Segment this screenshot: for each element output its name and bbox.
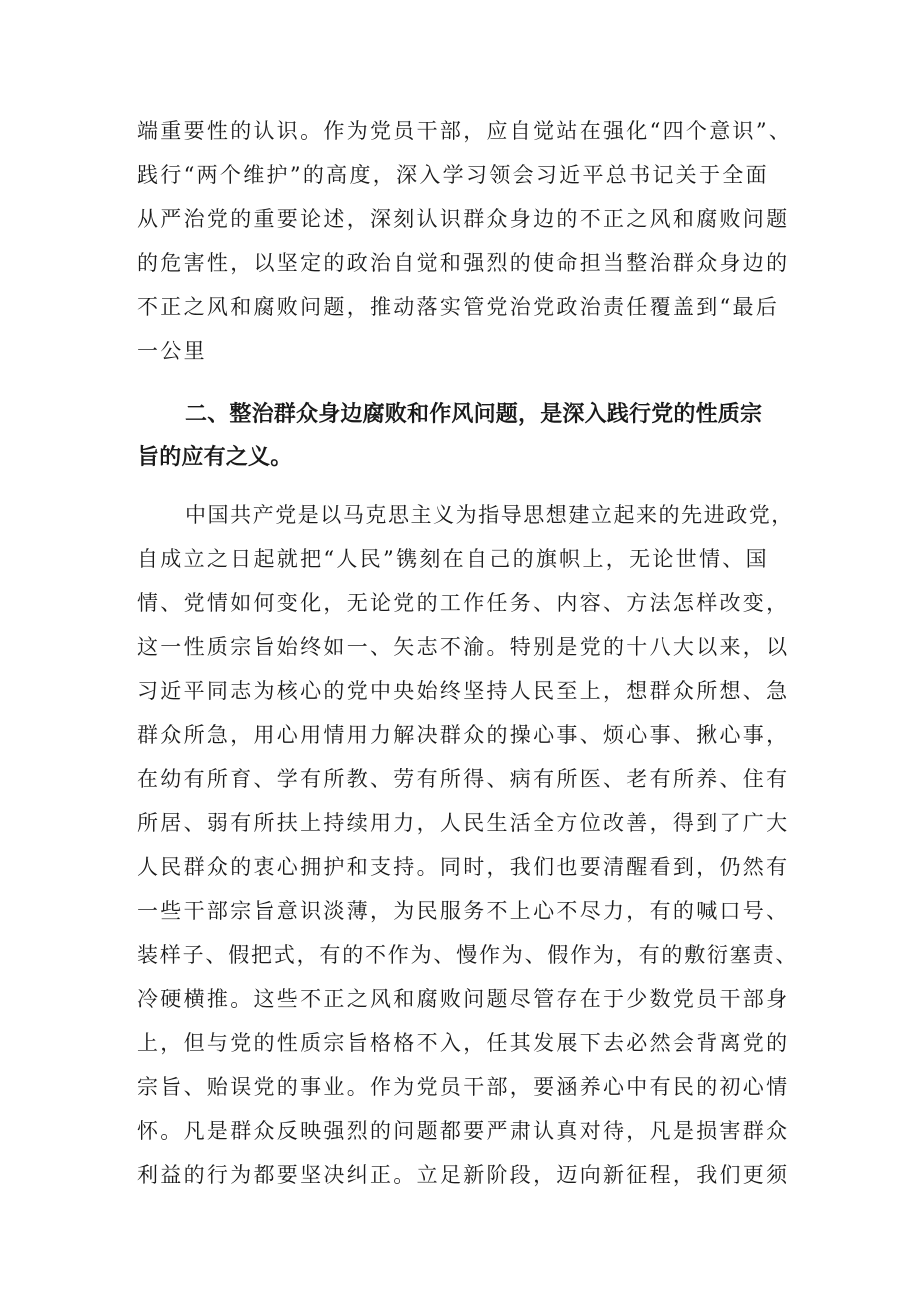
text-line: 习近平同志为核心的党中央始终坚持人民至上，想群众所想、急 [137, 679, 790, 703]
text-line: 端重要性的认识。作为党员干部，应自觉站在强化“四个意识”、 [137, 119, 793, 143]
text-line: 不正之风和腐败问题，推动落实管党治党政治责任覆盖到“最后 [137, 295, 780, 319]
text-line: 这一性质宗旨始终如一、矢志不渝。特别是党的十八大以来，以 [137, 635, 790, 659]
text-line: 一公里 [137, 339, 207, 363]
text-line: 群众所急，用心用情用力解决群众的操心事、烦心事、揪心事， [137, 723, 790, 747]
text-line: 上，但与党的性质宗旨格格不入，任其发展下去必然会背离党的 [137, 1031, 790, 1055]
text-line: 利益的行为都要坚决纠正。立足新阶段，迈向新征程，我们更须 [137, 1163, 790, 1187]
text-line: 从严治党的重要论述，深刻认识群众身边的不正之风和腐败问题 [137, 207, 790, 231]
text-line: 冷硬横推。这些不正之风和腐败问题尽管存在于少数党员干部身 [137, 987, 790, 1011]
text-line: 一些干部宗旨意识淡薄，为民服务不上心不尽力，有的喊口号、 [137, 899, 790, 923]
text-line: 的危害性，以坚定的政治自觉和强烈的使命担当整治群众身边的 [137, 251, 790, 275]
text-line: 践行“两个维护”的高度，深入学习领会习近平总书记关于全面 [137, 163, 769, 187]
text-line: 装样子、假把式，有的不作为、慢作为、假作为，有的敷衍塞责、 [137, 943, 799, 967]
text-line: 所居、弱有所扶上持续用力，人民生活全方位改善，得到了广大 [137, 811, 790, 835]
text-line: 宗旨、贻误党的事业。作为党员干部，要涵养心中有民的初心情 [137, 1075, 790, 1099]
text-line: 中国共产党是以马克思主义为指导思想建立起来的先进政党， [185, 503, 794, 527]
text-line: 人民群众的衷心拥护和支持。同时，我们也要清醒看到，仍然有 [137, 855, 790, 879]
text-line: 自成立之日起就把“人民”镌刻在自己的旗帜上，无论世情、国 [137, 547, 769, 571]
heading-line: 旨的应有之义。 [137, 445, 293, 470]
text-line: 怀。凡是群众反映强烈的问题都要严肃认真对待，凡是损害群众 [137, 1119, 790, 1143]
heading-line: 二、整治群众身边腐败和作风问题，是深入践行党的性质宗 [185, 402, 763, 427]
text-line: 情、党情如何变化，无论党的工作任务、内容、方法怎样改变， [137, 591, 790, 615]
text-line: 在幼有所育、学有所教、劳有所得、病有所医、老有所养、住有 [137, 767, 790, 791]
